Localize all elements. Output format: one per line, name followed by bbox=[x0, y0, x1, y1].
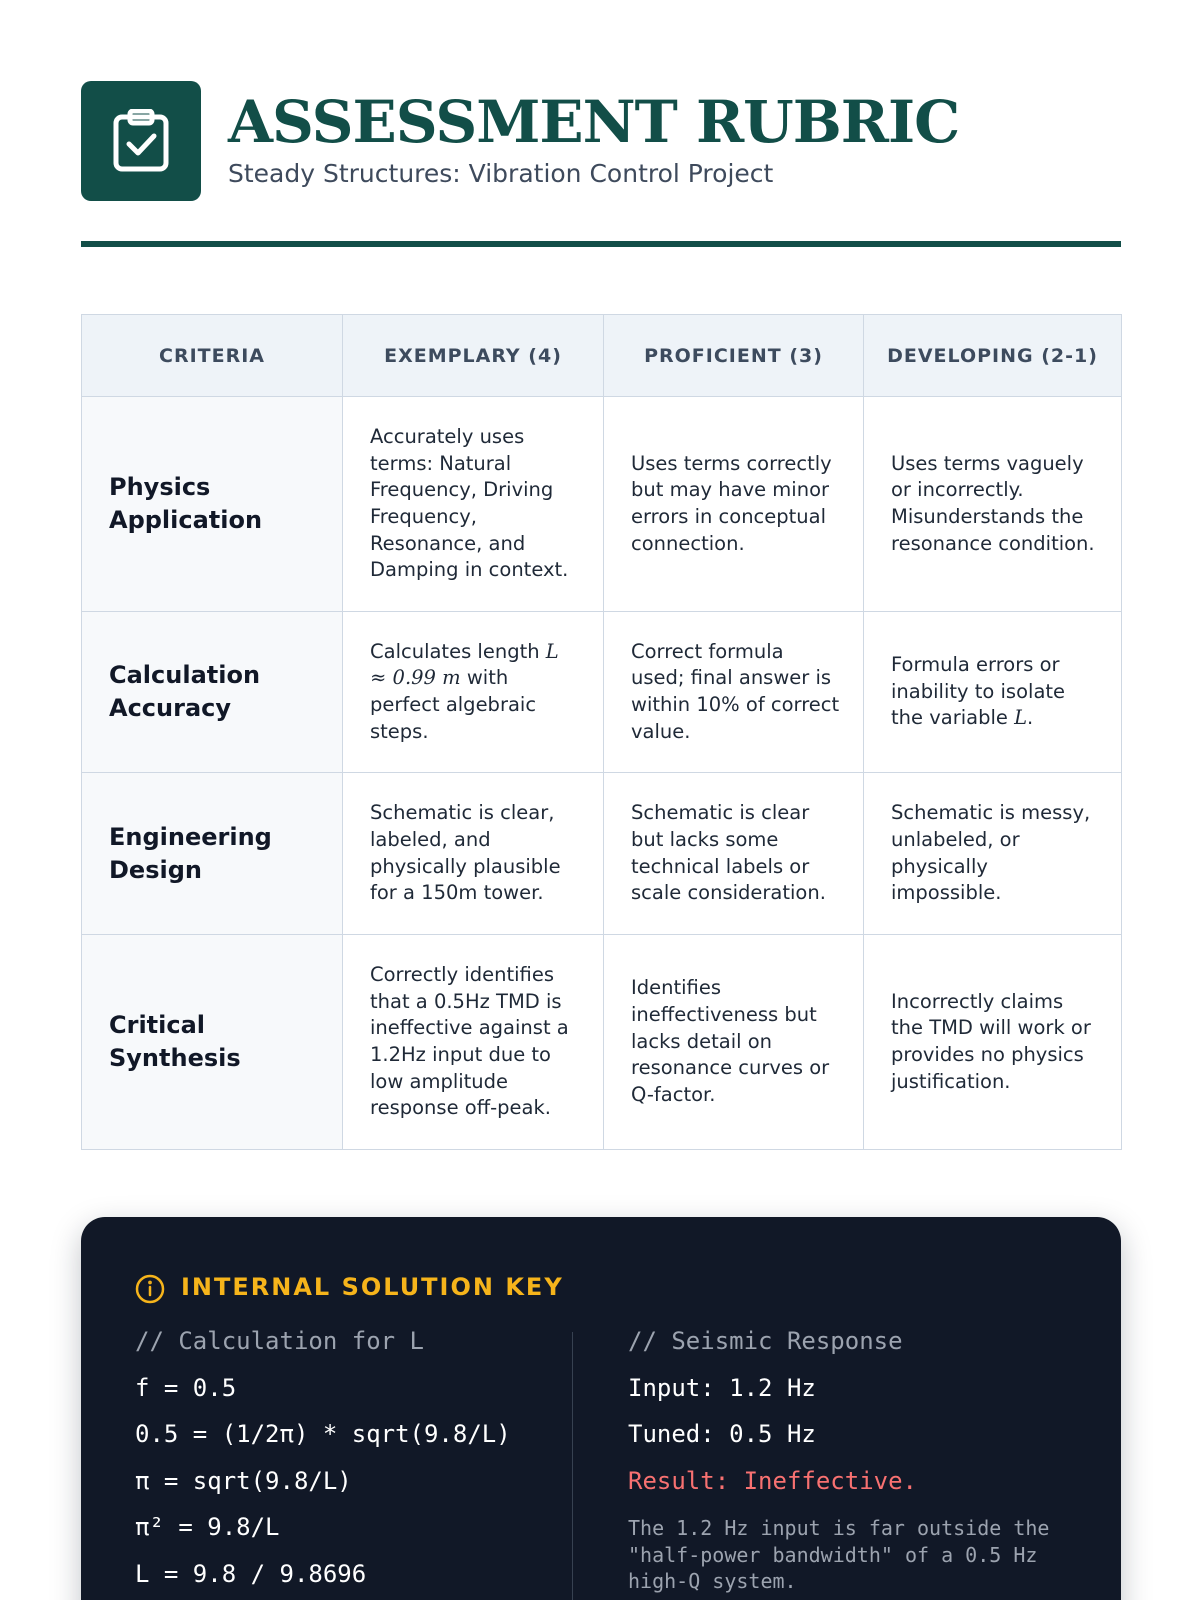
cell-text: Formula errors or inability to isolate the variable bbox=[891, 652, 1066, 730]
code-comment: // Seismic Response bbox=[628, 1327, 903, 1355]
developing-cell: Uses terms vaguely or incorrectly. Misunderstands the resonance condition. bbox=[864, 397, 1122, 612]
tuned-frequency-line: Tuned: 0.5 Hz bbox=[628, 1420, 816, 1448]
proficient-cell: Identifies ineffectiveness but lacks detail on resonance curves or Q-factor. bbox=[604, 935, 864, 1150]
math-expression: L ≈ 0.99 m bbox=[370, 639, 559, 690]
code-line: π = sqrt(9.8/L) bbox=[135, 1466, 352, 1495]
exemplary-cell: Schematic is clear, labeled, and physically plausible for a 150m tower. bbox=[343, 773, 604, 935]
code-line: 0.5 = (1/2π) * sqrt(9.8/L) bbox=[135, 1420, 511, 1448]
exemplary-cell: Correctly identifies that a 0.5Hz TMD is ineffective against a 1.2Hz input due to low amplitude response off-peak. bbox=[343, 935, 604, 1150]
developing-cell: Incorrectly claims the TMD will work or provides no physics justification. bbox=[864, 935, 1122, 1150]
cell-text: . bbox=[1027, 706, 1034, 730]
info-circle-icon bbox=[135, 1274, 165, 1304]
math-expression: L bbox=[1014, 706, 1028, 730]
header bbox=[81, 81, 1121, 201]
table-row bbox=[82, 773, 1122, 935]
column-header-developing: DEVELOPING (2-1) bbox=[864, 315, 1122, 397]
proficient-cell: Correct formula used; final answer is within 10% of correct value. bbox=[604, 612, 864, 773]
cell-text: Calculates length bbox=[370, 639, 540, 663]
page-subtitle: Steady Structures: Vibration Control Project bbox=[228, 159, 774, 188]
explanation-note: The 1.2 Hz input is far outside the "half-power bandwidth" of a 0.5 Hz high-Q system. bbox=[628, 1516, 1050, 1593]
clipboard-check-icon bbox=[111, 109, 171, 173]
code-line: L = 9.8 / 9.8696 bbox=[135, 1559, 367, 1588]
table-row bbox=[82, 935, 1122, 1150]
column-divider bbox=[572, 1332, 573, 1600]
response-column bbox=[628, 1325, 1068, 1595]
column-header-criteria: CRITERIA bbox=[82, 315, 343, 397]
criteria-cell: Critical Synthesis bbox=[82, 935, 343, 1150]
code-line: f = 0.5 bbox=[135, 1373, 237, 1402]
column-header-proficient: PROFICIENT (3) bbox=[604, 315, 864, 397]
logo bbox=[81, 81, 201, 201]
input-frequency-line: Input: 1.2 Hz bbox=[628, 1373, 816, 1402]
developing-cell bbox=[864, 612, 1122, 773]
solution-key-panel bbox=[81, 1217, 1121, 1600]
exemplary-cell: Accurately uses terms: Natural Frequency, Driving Frequency, Resonance, and Damping in context. bbox=[343, 397, 604, 612]
code-comment: // Calculation for L bbox=[135, 1327, 424, 1355]
developing-cell: Schematic is messy, unlabeled, or physically impossible. bbox=[864, 773, 1122, 935]
criteria-cell: Engineering Design bbox=[82, 773, 343, 935]
header-divider bbox=[81, 241, 1121, 247]
criteria-cell: Calculation Accuracy bbox=[82, 612, 343, 773]
proficient-cell: Schematic is clear but lacks some technical labels or scale consideration. bbox=[604, 773, 864, 935]
result-line: Result: Ineffective. bbox=[628, 1466, 917, 1495]
solution-key-title: INTERNAL SOLUTION KEY bbox=[181, 1273, 564, 1301]
exemplary-cell bbox=[343, 612, 604, 773]
calculation-column bbox=[135, 1325, 511, 1600]
criteria-cell: Physics Application bbox=[82, 397, 343, 612]
rubric-table bbox=[81, 314, 1122, 1150]
cell-text: with perfect algebraic steps. bbox=[370, 666, 537, 743]
table-row bbox=[82, 612, 1122, 773]
table-header-row bbox=[82, 315, 1122, 397]
table-row bbox=[82, 397, 1122, 612]
page-title: ASSESSMENT RUBRIC bbox=[228, 88, 960, 156]
column-header-exemplary: EXEMPLARY (4) bbox=[343, 315, 604, 397]
code-line: π² = 9.8/L bbox=[135, 1513, 280, 1541]
proficient-cell: Uses terms correctly but may have minor errors in conceptual connection. bbox=[604, 397, 864, 612]
